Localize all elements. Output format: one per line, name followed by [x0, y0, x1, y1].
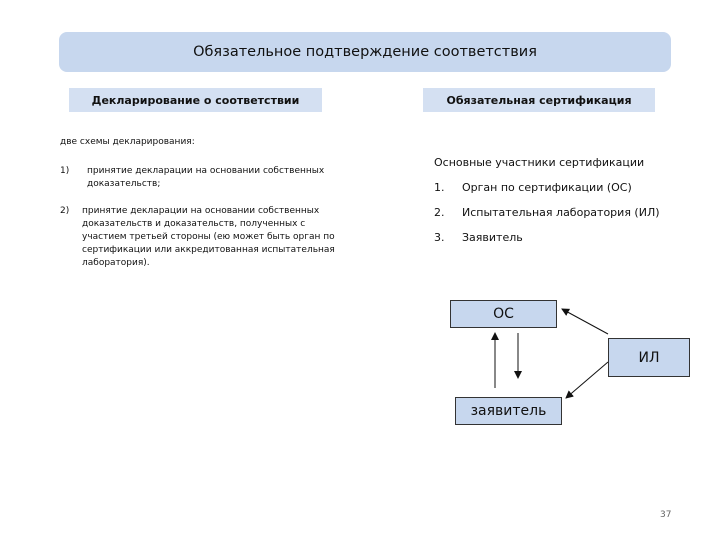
- arrow-il-to-os: [562, 309, 608, 334]
- il-box: ИЛ: [608, 338, 690, 377]
- os-box: ОС: [450, 300, 557, 328]
- declaration-intro: две схемы декларирования:: [60, 137, 195, 147]
- list-item-number: 2): [60, 206, 70, 216]
- slide-title: Обязательное подтверждение соответствия: [59, 32, 671, 72]
- applicant-box: заявитель: [455, 397, 562, 425]
- page-number: 37: [660, 510, 672, 520]
- list-item-number: 1): [60, 166, 70, 176]
- list-item-text: Орган по сертификации (ОС): [462, 181, 632, 194]
- list-item-number: 3.: [434, 231, 445, 244]
- certification-header: Обязательная сертификация: [423, 88, 655, 112]
- list-item-number: 2.: [434, 206, 445, 219]
- list-item-text: Заявитель: [462, 231, 523, 244]
- arrow-il-to-applicant: [566, 362, 608, 398]
- list-item-text: Испытательная лаборатория (ИЛ): [462, 206, 660, 219]
- list-item-text: принятие декларации на основании собственных доказательств и доказательств, полученных с участием третьей стороны (ею может быть орган по сертификации или аккредитованная испытательная лаборатория).: [82, 206, 335, 268]
- list-item-number: 1.: [434, 181, 445, 194]
- list-item-text: принятие декларации на основании собственных доказательств;: [87, 166, 325, 189]
- declaration-header: Декларирование о соответствии: [69, 88, 322, 112]
- participants-title: Основные участники сертификации: [434, 156, 645, 169]
